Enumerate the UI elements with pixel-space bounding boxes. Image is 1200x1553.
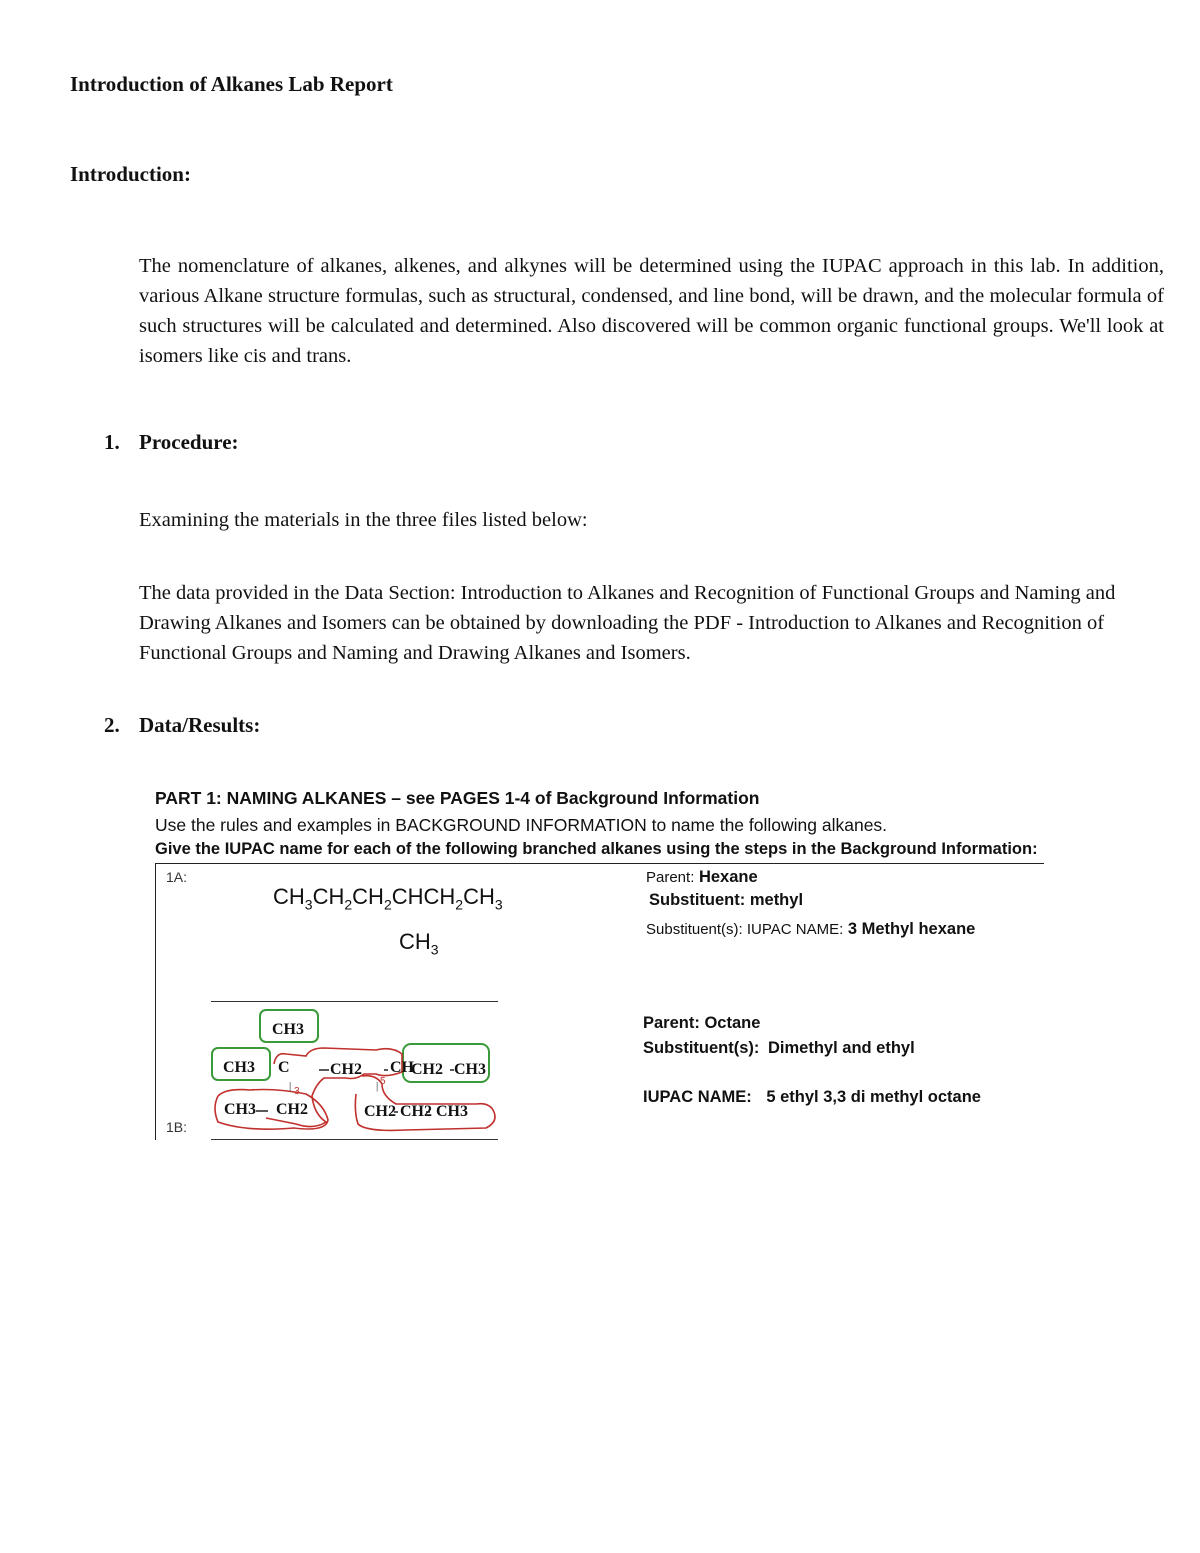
- question-1a-label: 1A:: [166, 869, 188, 885]
- results-heading: Data/Results:: [139, 713, 261, 737]
- struct-c: C: [278, 1059, 290, 1076]
- q1b-substituent: Substituent(s): Dimethyl and ethyl: [643, 1039, 915, 1057]
- struct-right-ch3: CH3: [454, 1061, 486, 1078]
- struct-bottom-ch2: CH2: [276, 1101, 308, 1118]
- introduction-paragraph: The nomenclature of alkanes, alkenes, and alkynes will be determined using the IUPAC approach in this lab. In addition, various Alkane structure formulas, such as structural, condensed, and line bond, will be drawn, and the molecular formula of such structures will be calculated and determined. Also discovered will be common organic functional groups. We'll look at isomers like cis and trans.: [139, 255, 1164, 367]
- worksheet-instructions: Use the rules and examples in BACKGROUND INFORMATION to name the following alkanes.: [155, 815, 888, 835]
- introduction-heading: Introduction:: [70, 162, 191, 186]
- struct-tick-3: |: [289, 1080, 292, 1092]
- struct-top-ch3: CH3: [272, 1021, 304, 1038]
- struct-ch: CH: [390, 1059, 414, 1076]
- struct-right-ch2: CH2: [411, 1061, 443, 1078]
- struct-left-ch3: CH3: [223, 1059, 255, 1076]
- struct-tick-5: |: [376, 1080, 379, 1092]
- worksheet-give-line: Give the IUPAC name for each of the following branched alkanes using the steps in the Background Information:: [155, 840, 1038, 858]
- procedure-line: Examining the materials in the three files listed below:: [139, 509, 588, 531]
- divider-1: [211, 1001, 498, 1002]
- worksheet-part-title: PART 1: NAMING ALKANES – see PAGES 1-4 of Background Information: [155, 788, 760, 808]
- results-number: 2.: [104, 713, 120, 737]
- procedure-number: 1.: [104, 430, 120, 454]
- question-box: [155, 863, 1044, 1140]
- question-1b-label: 1B:: [166, 1119, 188, 1135]
- q1b-iupac: IUPAC NAME: 5 ethyl 3,3 di methyl octane: [643, 1088, 981, 1106]
- struct-bottom-right: CH2 CH2 CH3: [364, 1103, 468, 1120]
- formula-1a-main: $CH_3CH_2CH_2CHCH_2CH_3$: [273, 884, 503, 913]
- struct-num-5: 5: [380, 1076, 386, 1087]
- struct-bottom-ch3: CH3: [224, 1101, 256, 1118]
- procedure-heading: Procedure:: [139, 430, 239, 454]
- structure-1b: [206, 1004, 506, 1139]
- q1a-substituent: Substituent: methyl: [649, 891, 804, 909]
- struct-mid-ch2: CH2: [330, 1061, 362, 1078]
- document-title: Introduction of Alkanes Lab Report: [70, 72, 393, 96]
- q1a-iupac: Substituent(s): IUPAC NAME: 3 Methyl hexane: [646, 920, 976, 938]
- divider-2: [211, 1139, 498, 1140]
- procedure-paragraph: The data provided in the Data Section: Introduction to Alkanes and Recognition of Functional Groups and Naming and Drawing Alkanes and Isomers can be obtained by downloading the PDF - Introduction to Alkanes and Recognition of Functional Groups and Naming and Drawing Alkanes and Isomers.: [139, 582, 1116, 664]
- q1a-parent: Parent: Hexane: [646, 868, 758, 886]
- struct-num-3: 3: [294, 1086, 300, 1097]
- worksheet-image: [155, 788, 1055, 1148]
- q1b-parent: Parent: Octane: [643, 1014, 761, 1032]
- formula-1a-branch: $CH_3$: [399, 929, 439, 958]
